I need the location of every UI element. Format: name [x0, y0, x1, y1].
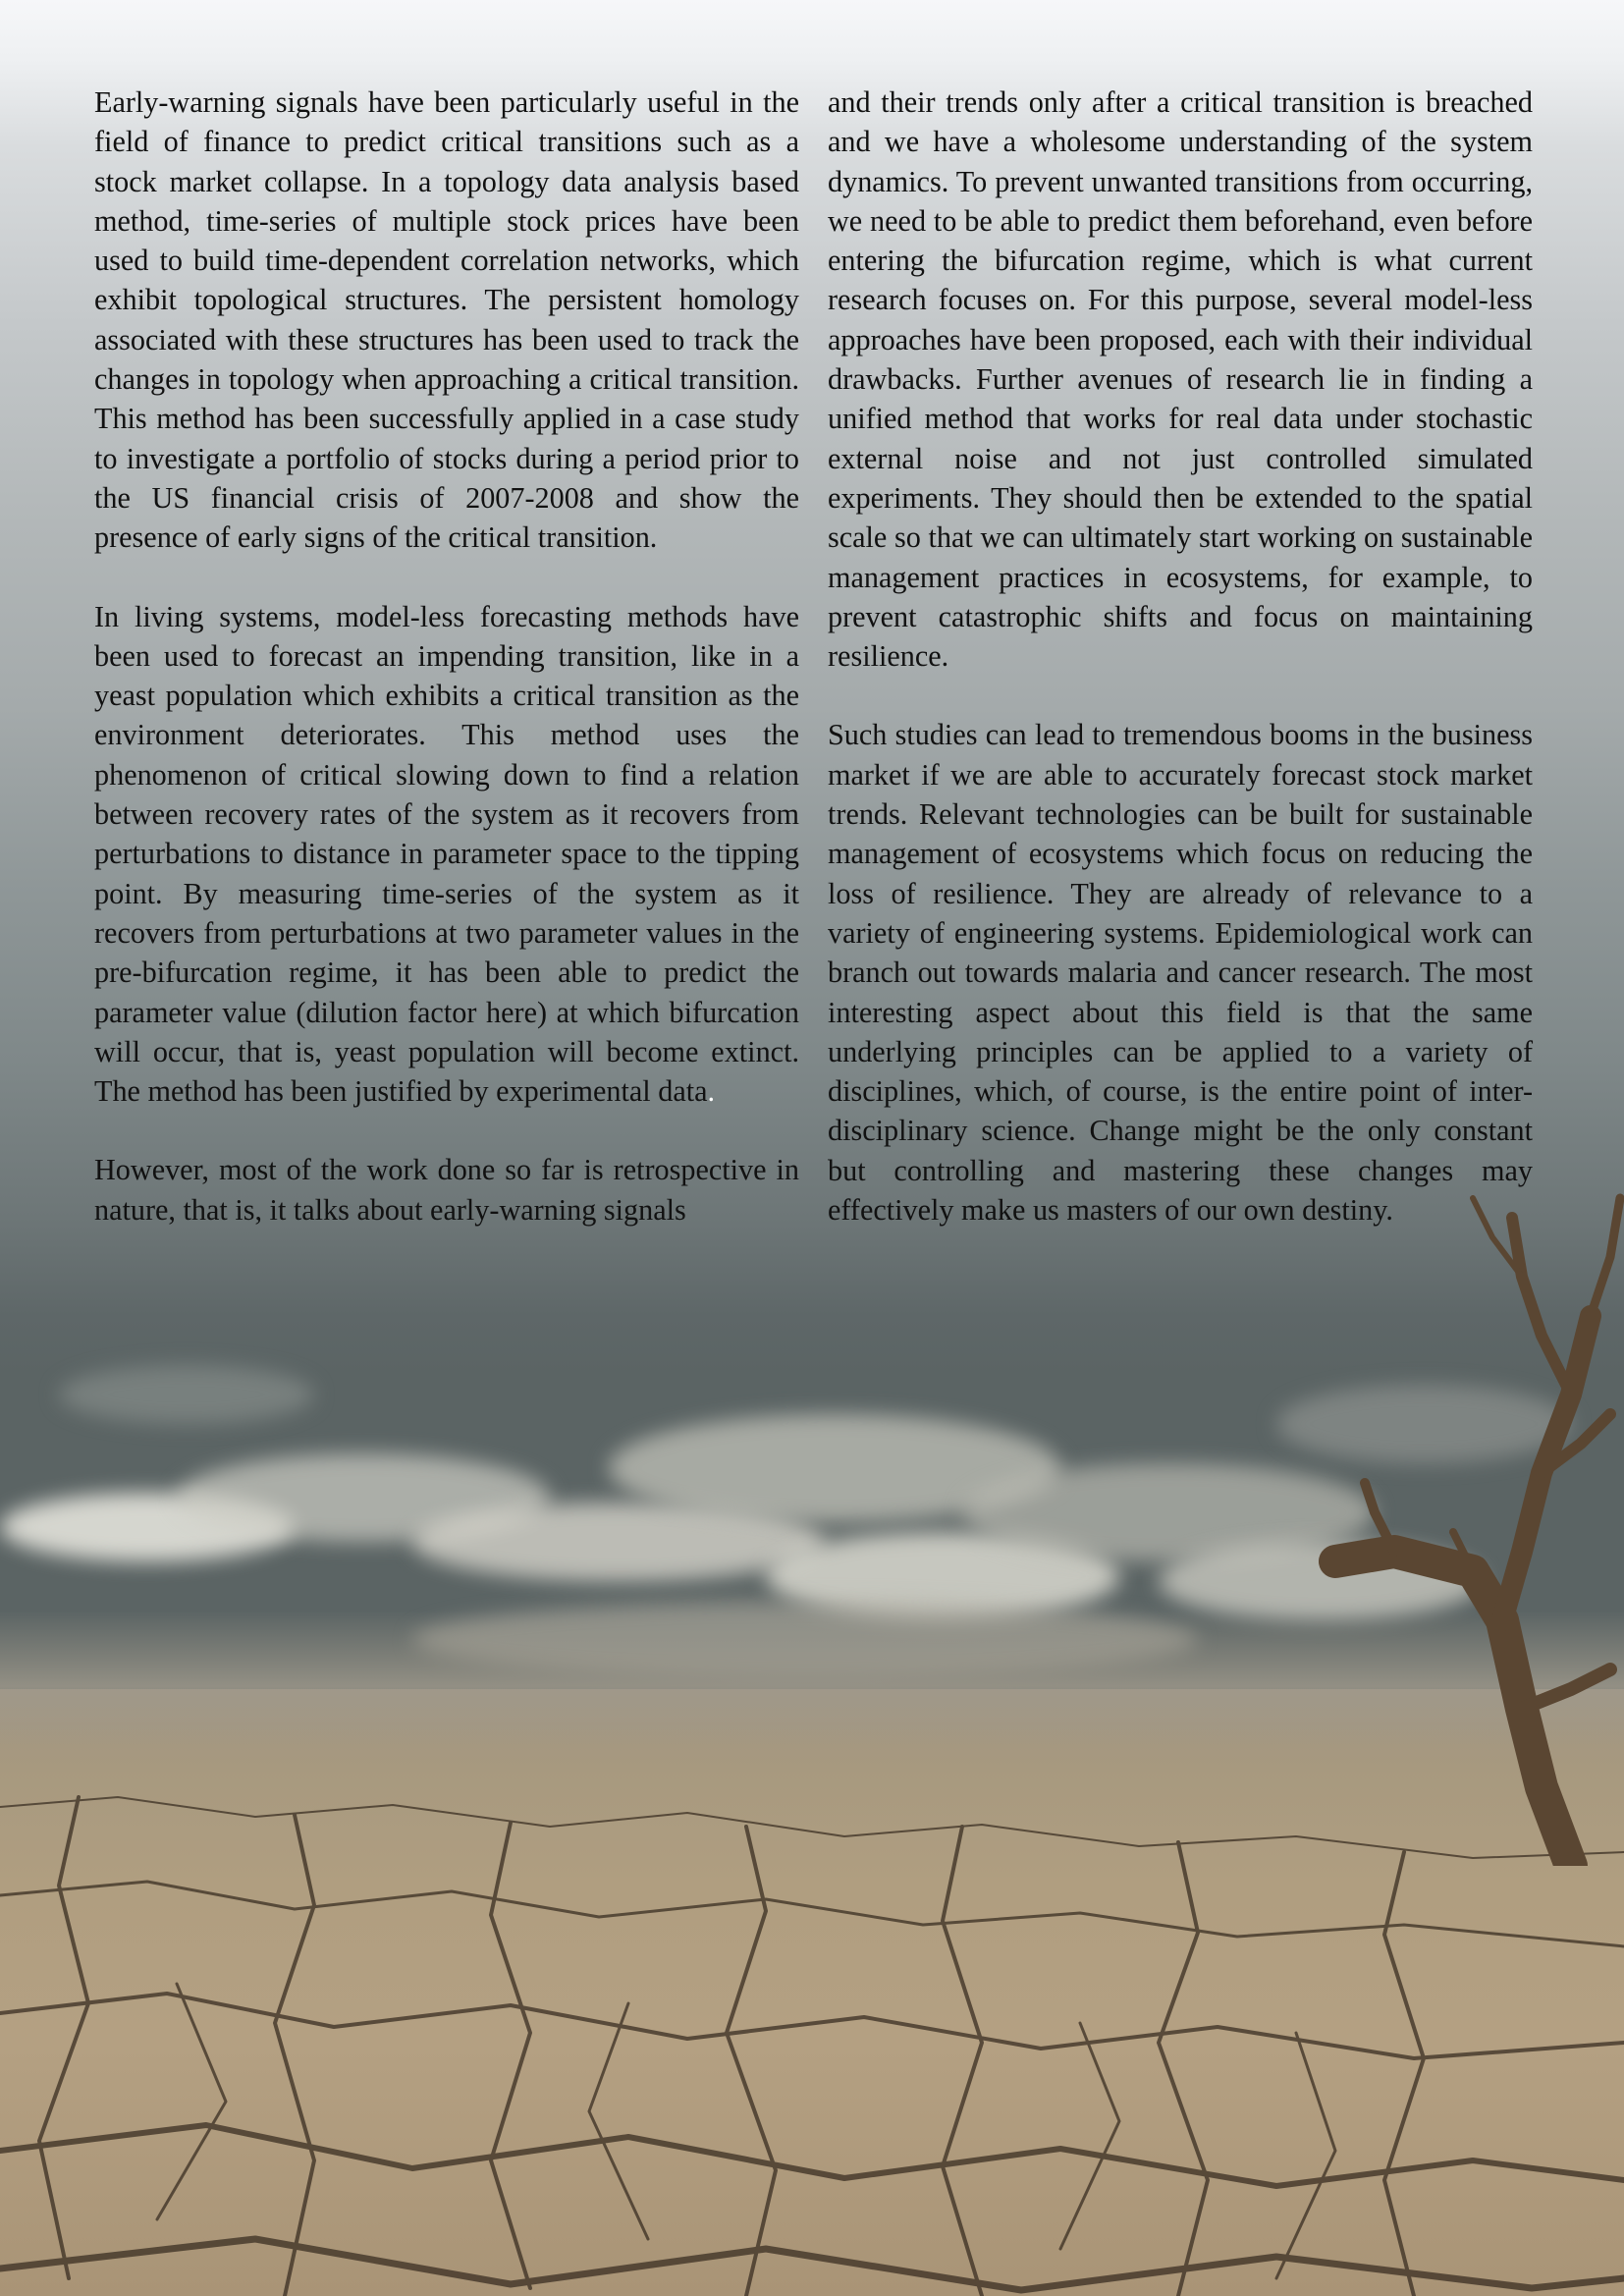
- paragraph-finance-text: Early-warning signals have been particularly useful in the field of finance to predict critical transitions such as a stock market collapse. In a topology data analysis based method, time-series of multiple stock prices have been used to build time-dependent correlation networks, which exhibit topological structures. The persistent homology associated with these structures has been used to track the changes in topology when approaching a critical transition. This method has been successfully applied in a case study to investigate a portfolio of stocks during a period prior to the US financial crisis of 2007-2008 and show the presence of early signs of the critical transition.: [94, 85, 799, 555]
- paragraph-retrospective-text: However, most of the work done so far is retrospective in nature, that is, it talks about early-warning signals: [94, 1153, 799, 1227]
- left-column: [94, 82, 799, 1269]
- paragraph-living-systems: [94, 597, 799, 1112]
- right-column: [828, 82, 1533, 1269]
- paragraph-applications: [828, 715, 1533, 1230]
- paragraph-finance: [94, 82, 799, 558]
- paragraph-retrospective: [94, 1150, 799, 1230]
- paragraph-prediction-text: and their trends only after a critical transition is breached and we have a wholesome understanding of the system dynamics. To prevent unwanted transitions from occurring, we need to be able to predict them beforehand, even before entering the bifurcation regime, which is what current research focuses on. For this purpose, several model-less approaches have been proposed, each with their individual drawbacks. Further avenues of research lie in finding a unified method that works for real data under stochastic external noise and not just controlled simulated experiments. They should then be extended to the spatial scale so that we can ultimately start working on sustainable management practices in ecosystems, for example, to prevent catastrophic shifts and focus on maintaining resilience.: [828, 85, 1533, 674]
- paragraph-living-systems-text: In living systems, model-less forecasting methods have been used to forecast an impending transition, like in a yeast population which exhibits a critical transition as the environment deteriorates. This method uses the phenomenon of critical slowing down to find a relation between recovery rates of the system as it recovers from perturbations to distance in parameter space to the tipping point. By measuring time-series of the system as it recovers from perturbations at two parameter values in the pre-bifurcation regime, it has been able to predict the parameter value (dilution factor here) at which bifurcation will occur, that is, yeast population will become extinct. The method has been justified by experimental data: [94, 599, 799, 1109]
- trailing-period: .: [707, 1074, 716, 1109]
- article-body: [94, 82, 1533, 1320]
- paragraph-applications-text: Such studies can lead to tremendous booms in the business market if we are able to accurately forecast stock market trends. Relevant technologies can be built for sustainable management of ecosystems which focus on reducing the loss of resilience. They are already of relevance to a variety of engineering systems. Epidemiological work can branch out towards malaria and cancer research. The most interesting aspect about this field is that the same underlying principles can be applied to a variety of disciplines, which, of course, is the entire point of inter-disciplinary science. Change might be the only constant but controlling and mastering these changes may effectively make us masters of our own destiny.: [828, 718, 1533, 1228]
- paragraph-prediction: [828, 82, 1533, 676]
